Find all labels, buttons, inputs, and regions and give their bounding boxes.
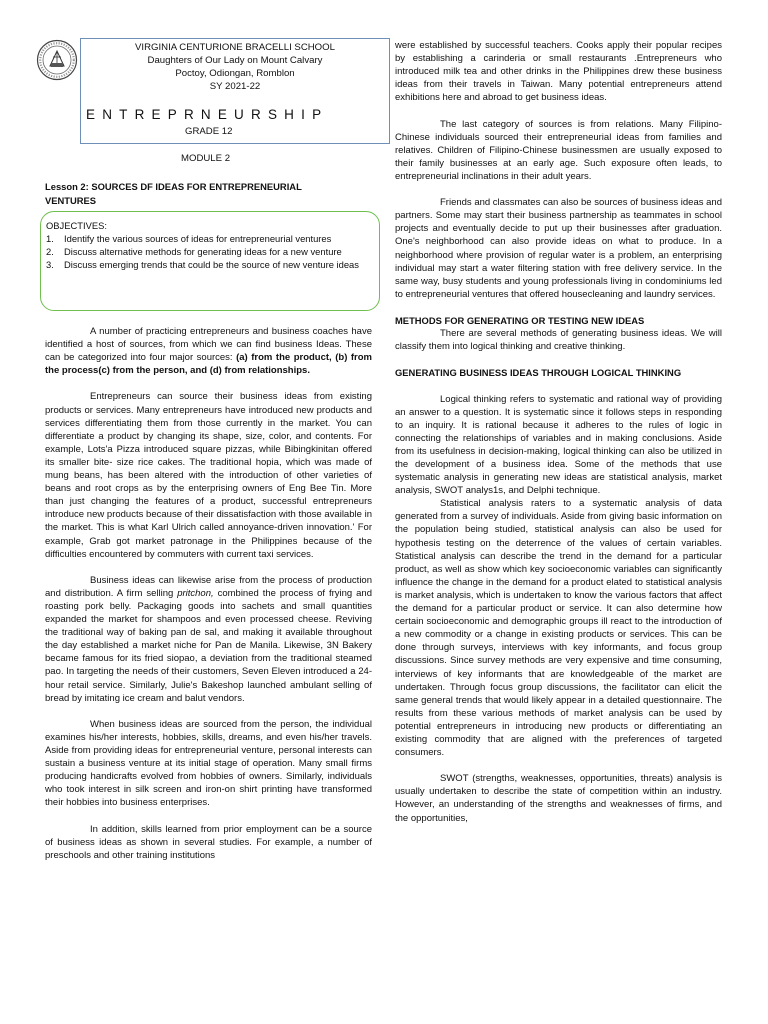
- paragraph: Entrepreneurs can source their business ideas from existing products or services. Many entrepreneurs have introduced new products and services differentiating them from those currently in the market. You can differentiate a product by changing its shape, size, color, and contents. For example, Lots'a Pizza introduced square pizzas, while Bibingkinitan offered its smaller bite- size rice cakes. The traditional hopia, which was made of mung beans, has been altered with the introduction of other varieties of beans and root crops as by the enterprising owners of Eng Bee Tin. More than just changing the features of a product, successful entrepreneurs introduce new products because of their dissatisfaction with those available in the market. This is what Karl Ulrich called annoyance-driven innovation.' For example, Grab got market patronage in the Philippines because of the difficulties encountered by commuters with current taxi services.: [45, 391, 372, 560]
- left-column: [45, 325, 372, 862]
- objective-text: Discuss emerging trends that could be the source of new venture ideas: [64, 259, 359, 270]
- paragraph: Friends and classmates can also be sources of business ideas and partners. Some may start their business partnership as teammates in school projects and eventually decide to put up their businesses after graduation. One's neighborhood can also provide ideas on what to produce. In a neighborhood where provision of regular water is a problem, an enterprising individual may start a water filtering station with free delivery service. In the same way, busy students and young professionals living in condominiums led to entrepreneurial ventures that offered housecleaning and laundry services.: [395, 197, 722, 300]
- paragraph-text: Business ideas can likewise arise from the process of production and distribution. A firm selling: [45, 574, 372, 599]
- section-heading: GENERATING BUSINESS IDEAS THROUGH LOGICAL THINKING: [395, 367, 682, 379]
- right-column: [395, 39, 722, 825]
- objectives-heading: OBJECTIVES:: [46, 220, 107, 231]
- paragraph: SWOT (strengths, weaknesses, opportunities, threats) analysis is usually undertaken to describe the state of competition within an industry. However, an understanding of the strengths and weaknesses of firms, and the opportunities,: [395, 773, 722, 824]
- section-heading: METHODS FOR GENERATING OR TESTING NEW IDEAS: [395, 314, 645, 326]
- paragraph: In addition, skills learned from prior employment can be a source of business ideas as shown in several studies. For example, a number of preschools and other training institutions: [45, 823, 372, 861]
- paragraph: Statistical analysis raters to a systematic analysis of data generated from a survey of individuals. Aside from giving basic information on the population being studied, statistical analysis can also be used for hypothesis testing on the deterrence of the values of certain variables. Statistical analysis can describe the trend in the demand for a particular product, as well as show which key socioeconomic variables can significantly influence the change in the demand for a product elated to statistical analysis is market analysis, which is undertaken to know the various factors that affect the demand for a particular product or service. It can also determine how certain socioeconomic and demographic groups ill react to the introduction of a new commodity or a change in existing products or services. This can be done through surveys, interviews with key informants, and focus group discussions. Since survey methods are very expensive and time consuming, interviews of key informants that are knowledgeable of the market are undertaken. Through focus group discussions, the facilitator can elicit the same general trends that would likely appear in a detailed questionnaire. The results from these various methods of market analysis can be used by potential entrepreneurs in introducing new products or differentiating an existing commodity that are aligned with the preferences of targeted consumers.: [395, 498, 722, 759]
- school-name: VIRGINIA CENTURIONE BRACELLI SCHOOL: [135, 42, 335, 53]
- objective-number: 3.: [46, 259, 54, 270]
- objective-number: 1.: [46, 233, 54, 244]
- school-header: [80, 41, 390, 93]
- paragraph: When business ideas are sourced from the person, the individual examines his/her interests, hobbies, skills, dreams, and even his/her travels. Aside from providing ideas for entrepreneurial venture, personal interests can sustain a business venture at its initial stage of operation. Many small firms producing handicrafts evolved from hobbies of owners. Similarly, individuals who took interest in silk screen and iron-on shirt printing have transformed their hobbies into business enterprises.: [45, 718, 372, 809]
- objective-text: Discuss alternative methods for generating ideas for a new venture: [64, 246, 342, 257]
- school-year: SY 2021-22: [209, 81, 261, 92]
- objectives: [46, 219, 371, 271]
- paragraph: The last category of sources is from relations. Many Filipino-Chinese individuals sourced their entrepreneurial ideas from families and relatives. Children of Filipino-Chinese businessmen are usually exposed to their family businesses at an early age. Such exposure often leads, to entrepreneurial inclinations in their adult years.: [395, 118, 722, 182]
- spacer: [395, 379, 722, 392]
- objective-item: [46, 258, 371, 271]
- lesson-title: Lesson 2: SOURCES DF IDEAS FOR ENTREPRENEURIAL VENTURES: [45, 181, 302, 206]
- congregation: Daughters of Our Lady on Mount Calvary: [147, 55, 323, 66]
- objective-item: [46, 245, 371, 258]
- module-label: MODULE 2: [181, 153, 231, 164]
- grade-label: GRADE 12: [185, 126, 233, 137]
- school-seal-icon: [36, 39, 78, 81]
- emphasis-text: pritchon,: [177, 587, 214, 599]
- objective-number: 2.: [46, 246, 54, 257]
- paragraph-text: combined the process of frying and roasting pork belly. Packaging goods into sachets and small quantities expanded the market for shampoos and even processed cheese. Reviving the traditional way of baking pan de sal, and making it available throughout the day established a market niche for Pan de Manila. Likewise, 3N Bakery became famous for its fried siopao, a deviation from the traditional steamed pao. In targeting the needs of their customers, Seven Eleven introduced a 24-hour retail service. Similarly, Julie's Bakeshop launched ambulant selling of bread by imitating ice cream and balut vendors.: [45, 587, 372, 704]
- paragraph: Logical thinking refers to systematic and rational way of providing an answer to a question. It is systematic since it follows steps in responding to an inquiry. It is rational because it adheres to the rules of logic in connecting the relationships of variables and in making conclusions. Aside from its usefulness in decision-making, logical thinking can also be utilized in the development of a business idea. Some of the methods that use systematic analysis in generating new ideas are statistical analysis, market analysis, SWOT analys1s, and Delphi technique.: [395, 393, 722, 497]
- school-address: Poctoy, Odiongan, Romblon: [175, 68, 295, 79]
- paragraph: were established by successful teachers. Cooks apply their popular recipes by establishing a carinderia or small restaurants .Entrepreneurs who introduced milk tea and other drinks in the Philippines drew these business ideas from their travels in Taiwan. Many potential entrepreneurs attend exhibitions here and abroad to get business ideas.: [395, 40, 722, 104]
- subject-title: ENTREPRNEURSHIP: [86, 107, 329, 122]
- objective-text: Identify the various sources of ideas for entrepreneurial ventures: [64, 233, 332, 244]
- source-categories: (a) from the product, (b) from the process(c) from the person, and (d) from relationships.: [45, 352, 372, 377]
- paragraph: [45, 325, 372, 377]
- paragraph-text: A number of practicing entrepreneurs and business coaches have identified a host of sources, from which we can find business Ideas. These can be categorized into four major sources:: [45, 326, 372, 364]
- paragraph: [45, 574, 372, 705]
- objective-item: [46, 232, 371, 245]
- paragraph: There are several methods of generating business ideas. We will classify them into logical thinking and creative thinking.: [395, 328, 722, 353]
